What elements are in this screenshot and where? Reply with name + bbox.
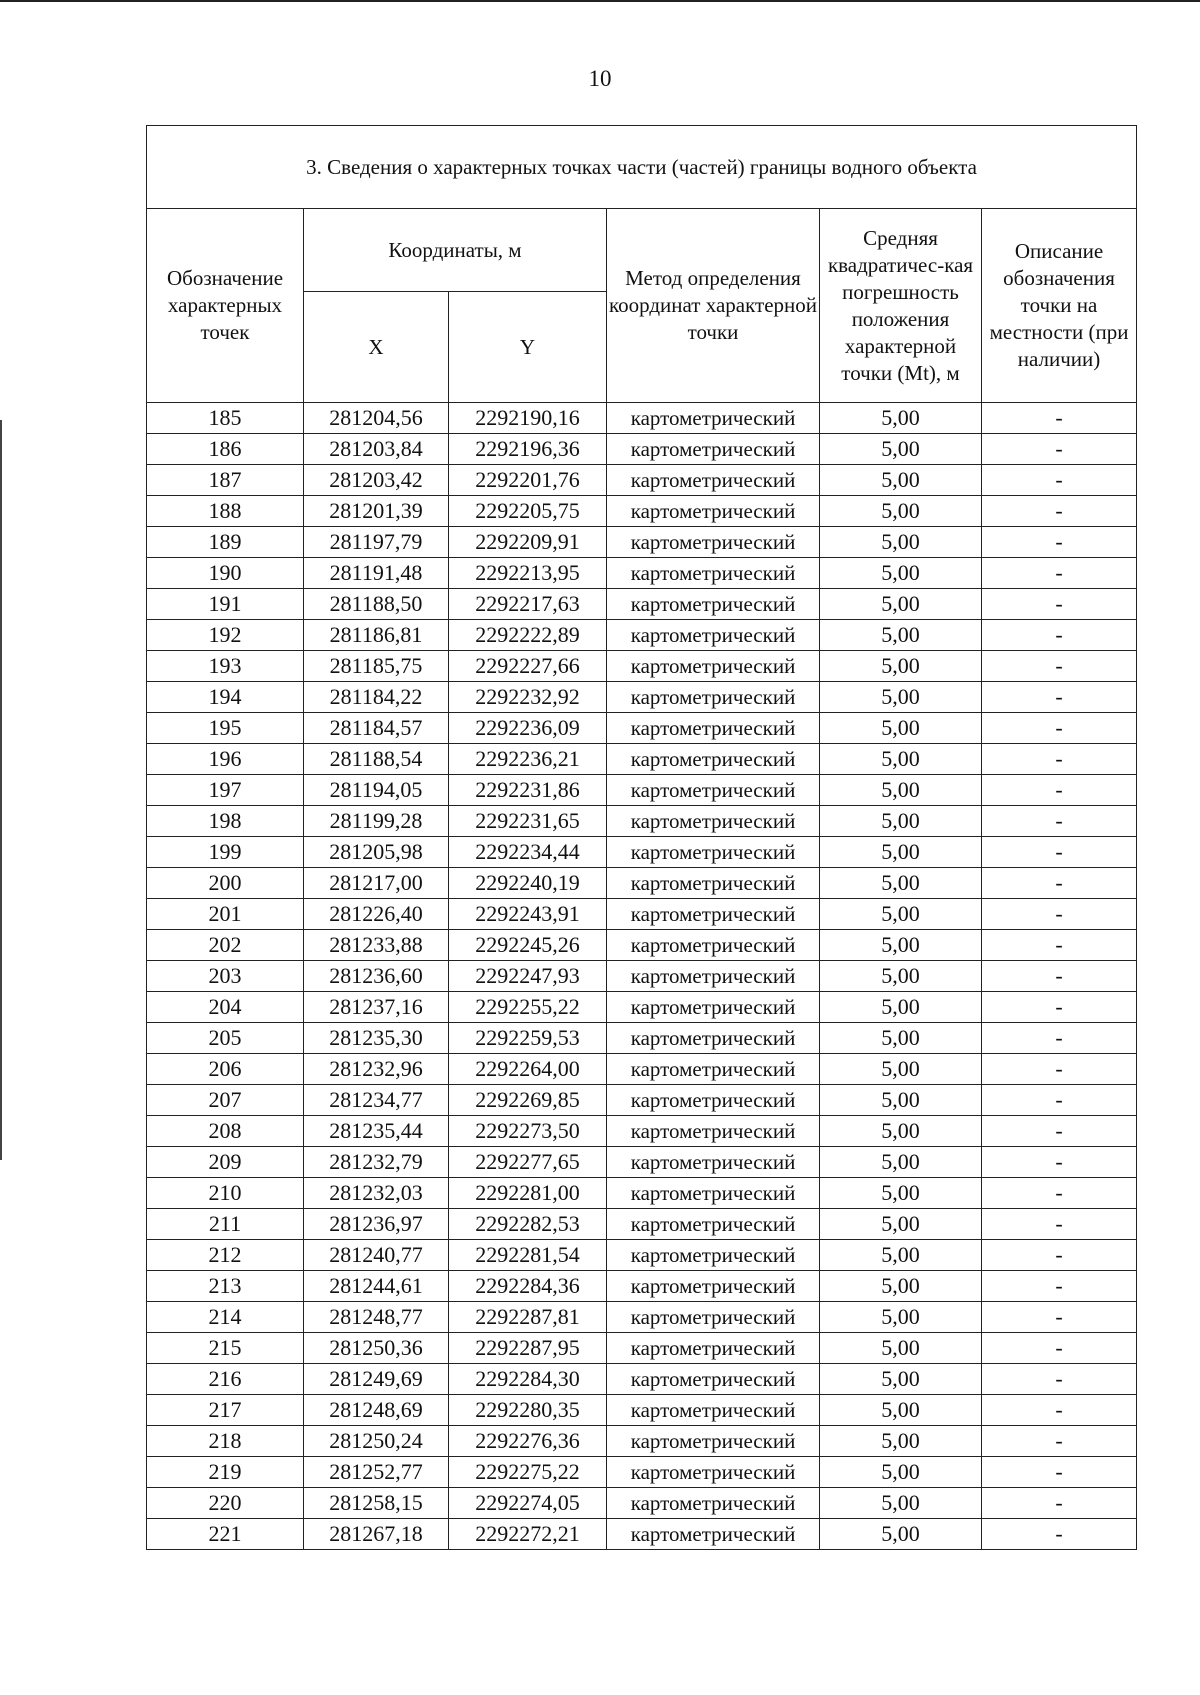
- description-cell: -: [982, 1395, 1137, 1426]
- description-cell: -: [982, 1147, 1137, 1178]
- accuracy-cell: 5,00: [820, 1333, 982, 1364]
- header-row-1: [147, 209, 1137, 292]
- point-number-cell: 221: [147, 1519, 304, 1550]
- method-cell: картометрический: [607, 930, 820, 961]
- point-number-cell: 189: [147, 527, 304, 558]
- table-row: [147, 682, 1137, 713]
- description-cell: -: [982, 1085, 1137, 1116]
- accuracy-cell: 5,00: [820, 992, 982, 1023]
- x-coordinate-cell: 281194,05: [304, 775, 449, 806]
- table-row: [147, 1333, 1137, 1364]
- description-cell: -: [982, 403, 1137, 434]
- table-row: [147, 1519, 1137, 1550]
- accuracy-cell: 5,00: [820, 496, 982, 527]
- method-cell: картометрический: [607, 806, 820, 837]
- y-coordinate-cell: 2292213,95: [449, 558, 607, 589]
- description-cell: -: [982, 527, 1137, 558]
- description-cell: -: [982, 465, 1137, 496]
- y-coordinate-cell: 2292196,36: [449, 434, 607, 465]
- accuracy-cell: 5,00: [820, 1240, 982, 1271]
- table-row: [147, 1147, 1137, 1178]
- description-cell: -: [982, 744, 1137, 775]
- accuracy-cell: 5,00: [820, 527, 982, 558]
- description-cell: -: [982, 1333, 1137, 1364]
- table-row: [147, 930, 1137, 961]
- point-number-cell: 205: [147, 1023, 304, 1054]
- x-coordinate-cell: 281240,77: [304, 1240, 449, 1271]
- x-coordinate-cell: 281201,39: [304, 496, 449, 527]
- scan-top-edge: [0, 0, 1200, 2]
- y-coordinate-cell: 2292276,36: [449, 1426, 607, 1457]
- table-row: [147, 1395, 1137, 1426]
- page-number: 10: [588, 66, 612, 91]
- y-coordinate-cell: 2292269,85: [449, 1085, 607, 1116]
- accuracy-cell: 5,00: [820, 1147, 982, 1178]
- method-cell: картометрический: [607, 496, 820, 527]
- y-coordinate-cell: 2292236,21: [449, 744, 607, 775]
- accuracy-cell: 5,00: [820, 837, 982, 868]
- accuracy-cell: 5,00: [820, 713, 982, 744]
- method-cell: картометрический: [607, 1178, 820, 1209]
- method-cell: картометрический: [607, 961, 820, 992]
- scan-left-edge: [0, 420, 2, 1160]
- description-cell: -: [982, 1302, 1137, 1333]
- y-coordinate-cell: 2292205,75: [449, 496, 607, 527]
- accuracy-cell: 5,00: [820, 930, 982, 961]
- x-coordinate-cell: 281252,77: [304, 1457, 449, 1488]
- x-coordinate-cell: 281184,22: [304, 682, 449, 713]
- y-coordinate-cell: 2292190,16: [449, 403, 607, 434]
- accuracy-cell: 5,00: [820, 1271, 982, 1302]
- table-row: [147, 465, 1137, 496]
- y-coordinate-cell: 2292236,09: [449, 713, 607, 744]
- y-coordinate-cell: 2292284,30: [449, 1364, 607, 1395]
- description-cell: -: [982, 1054, 1137, 1085]
- method-cell: картометрический: [607, 434, 820, 465]
- x-coordinate-cell: 281248,77: [304, 1302, 449, 1333]
- method-cell: картометрический: [607, 1364, 820, 1395]
- method-cell: картометрический: [607, 744, 820, 775]
- point-number-cell: 203: [147, 961, 304, 992]
- method-cell: картометрический: [607, 1271, 820, 1302]
- method-cell: картометрический: [607, 403, 820, 434]
- table-row: [147, 1054, 1137, 1085]
- table-row: [147, 1085, 1137, 1116]
- table-row: [147, 1240, 1137, 1271]
- table-row: [147, 403, 1137, 434]
- point-number-cell: 188: [147, 496, 304, 527]
- y-coordinate-cell: 2292201,76: [449, 465, 607, 496]
- y-coordinate-cell: 2292255,22: [449, 992, 607, 1023]
- x-coordinate-cell: 281249,69: [304, 1364, 449, 1395]
- method-cell: картометрический: [607, 589, 820, 620]
- description-cell: -: [982, 961, 1137, 992]
- x-coordinate-cell: 281250,24: [304, 1426, 449, 1457]
- x-coordinate-cell: 281205,98: [304, 837, 449, 868]
- x-coordinate-cell: 281267,18: [304, 1519, 449, 1550]
- x-coordinate-cell: 281248,69: [304, 1395, 449, 1426]
- point-number-cell: 218: [147, 1426, 304, 1457]
- point-number-cell: 197: [147, 775, 304, 806]
- table-title: 3. Сведения о характерных точках части (частей) границы водного объекта: [147, 126, 1137, 209]
- point-number-cell: 215: [147, 1333, 304, 1364]
- point-number-cell: 216: [147, 1364, 304, 1395]
- y-coordinate-cell: 2292259,53: [449, 1023, 607, 1054]
- y-coordinate-cell: 2292243,91: [449, 899, 607, 930]
- method-cell: картометрический: [607, 620, 820, 651]
- header-method: Метод определения координат характерной точки: [607, 209, 820, 403]
- header-accuracy: Средняя квадратичес-кая погрешность положения характерной точки (Mt), м: [820, 209, 982, 403]
- description-cell: -: [982, 620, 1137, 651]
- y-coordinate-cell: 2292264,00: [449, 1054, 607, 1085]
- method-cell: картометрический: [607, 713, 820, 744]
- table-row: [147, 1178, 1137, 1209]
- description-cell: -: [982, 837, 1137, 868]
- description-cell: -: [982, 1519, 1137, 1550]
- x-coordinate-cell: 281197,79: [304, 527, 449, 558]
- y-coordinate-cell: 2292287,95: [449, 1333, 607, 1364]
- table-row: [147, 620, 1137, 651]
- table-row: [147, 1116, 1137, 1147]
- point-number-cell: 211: [147, 1209, 304, 1240]
- point-number-cell: 186: [147, 434, 304, 465]
- x-coordinate-cell: 281236,60: [304, 961, 449, 992]
- accuracy-cell: 5,00: [820, 806, 982, 837]
- description-cell: -: [982, 1426, 1137, 1457]
- accuracy-cell: 5,00: [820, 1178, 982, 1209]
- table-row: [147, 1023, 1137, 1054]
- table-row: [147, 1302, 1137, 1333]
- x-coordinate-cell: 281191,48: [304, 558, 449, 589]
- accuracy-cell: 5,00: [820, 1519, 982, 1550]
- accuracy-cell: 5,00: [820, 682, 982, 713]
- accuracy-cell: 5,00: [820, 1209, 982, 1240]
- accuracy-cell: 5,00: [820, 1054, 982, 1085]
- method-cell: картометрический: [607, 1054, 820, 1085]
- table-row: [147, 837, 1137, 868]
- description-cell: -: [982, 930, 1137, 961]
- method-cell: картометрический: [607, 1240, 820, 1271]
- accuracy-cell: 5,00: [820, 589, 982, 620]
- method-cell: картометрический: [607, 1209, 820, 1240]
- point-number-cell: 202: [147, 930, 304, 961]
- method-cell: картометрический: [607, 651, 820, 682]
- point-number-cell: 187: [147, 465, 304, 496]
- description-cell: -: [982, 899, 1137, 930]
- x-coordinate-cell: 281235,30: [304, 1023, 449, 1054]
- point-number-cell: 196: [147, 744, 304, 775]
- description-cell: -: [982, 1209, 1137, 1240]
- description-cell: -: [982, 713, 1137, 744]
- point-number-cell: 191: [147, 589, 304, 620]
- x-coordinate-cell: 281217,00: [304, 868, 449, 899]
- table-title-row: [147, 126, 1137, 209]
- description-cell: -: [982, 682, 1137, 713]
- x-coordinate-cell: 281199,28: [304, 806, 449, 837]
- method-cell: картометрический: [607, 682, 820, 713]
- description-cell: -: [982, 1271, 1137, 1302]
- description-cell: -: [982, 1457, 1137, 1488]
- x-coordinate-cell: 281232,96: [304, 1054, 449, 1085]
- description-cell: -: [982, 1364, 1137, 1395]
- method-cell: картометрический: [607, 992, 820, 1023]
- table-row: [147, 651, 1137, 682]
- x-coordinate-cell: 281233,88: [304, 930, 449, 961]
- accuracy-cell: 5,00: [820, 465, 982, 496]
- description-cell: -: [982, 992, 1137, 1023]
- y-coordinate-cell: 2292222,89: [449, 620, 607, 651]
- x-coordinate-cell: 281203,42: [304, 465, 449, 496]
- x-coordinate-cell: 281184,57: [304, 713, 449, 744]
- table-row: [147, 744, 1137, 775]
- x-coordinate-cell: 281203,84: [304, 434, 449, 465]
- x-coordinate-cell: 281236,97: [304, 1209, 449, 1240]
- point-number-cell: 204: [147, 992, 304, 1023]
- point-number-cell: 210: [147, 1178, 304, 1209]
- point-number-cell: 195: [147, 713, 304, 744]
- method-cell: картометрический: [607, 1023, 820, 1054]
- accuracy-cell: 5,00: [820, 558, 982, 589]
- method-cell: картометрический: [607, 1488, 820, 1519]
- y-coordinate-cell: 2292231,86: [449, 775, 607, 806]
- table-row: [147, 775, 1137, 806]
- accuracy-cell: 5,00: [820, 1116, 982, 1147]
- table-row: [147, 1364, 1137, 1395]
- x-coordinate-cell: 281185,75: [304, 651, 449, 682]
- accuracy-cell: 5,00: [820, 775, 982, 806]
- description-cell: -: [982, 1488, 1137, 1519]
- method-cell: картометрический: [607, 1519, 820, 1550]
- accuracy-cell: 5,00: [820, 1426, 982, 1457]
- accuracy-cell: 5,00: [820, 403, 982, 434]
- y-coordinate-cell: 2292282,53: [449, 1209, 607, 1240]
- point-number-cell: 193: [147, 651, 304, 682]
- method-cell: картометрический: [607, 1302, 820, 1333]
- x-coordinate-cell: 281237,16: [304, 992, 449, 1023]
- table-row: [147, 434, 1137, 465]
- x-coordinate-cell: 281186,81: [304, 620, 449, 651]
- x-coordinate-cell: 281188,54: [304, 744, 449, 775]
- table-row: [147, 558, 1137, 589]
- accuracy-cell: 5,00: [820, 651, 982, 682]
- table-row: [147, 992, 1137, 1023]
- x-coordinate-cell: 281244,61: [304, 1271, 449, 1302]
- method-cell: картометрический: [607, 1116, 820, 1147]
- accuracy-cell: 5,00: [820, 434, 982, 465]
- point-number-cell: 199: [147, 837, 304, 868]
- y-coordinate-cell: 2292240,19: [449, 868, 607, 899]
- y-coordinate-cell: 2292234,44: [449, 837, 607, 868]
- table-row: [147, 713, 1137, 744]
- y-coordinate-cell: 2292287,81: [449, 1302, 607, 1333]
- method-cell: картометрический: [607, 527, 820, 558]
- x-coordinate-cell: 281232,03: [304, 1178, 449, 1209]
- x-coordinate-cell: 281258,15: [304, 1488, 449, 1519]
- method-cell: картометрический: [607, 1085, 820, 1116]
- x-coordinate-cell: 281204,56: [304, 403, 449, 434]
- table-row: [147, 1488, 1137, 1519]
- point-number-cell: 190: [147, 558, 304, 589]
- accuracy-cell: 5,00: [820, 1395, 982, 1426]
- accuracy-cell: 5,00: [820, 1302, 982, 1333]
- table-row: [147, 806, 1137, 837]
- accuracy-cell: 5,00: [820, 868, 982, 899]
- point-number-cell: 214: [147, 1302, 304, 1333]
- method-cell: картометрический: [607, 837, 820, 868]
- table-body: [147, 403, 1137, 1550]
- y-coordinate-cell: 2292281,00: [449, 1178, 607, 1209]
- table-row: [147, 1426, 1137, 1457]
- method-cell: картометрический: [607, 775, 820, 806]
- accuracy-cell: 5,00: [820, 899, 982, 930]
- point-number-cell: 213: [147, 1271, 304, 1302]
- method-cell: картометрический: [607, 1457, 820, 1488]
- table-row: [147, 961, 1137, 992]
- y-coordinate-cell: 2292281,54: [449, 1240, 607, 1271]
- method-cell: картометрический: [607, 558, 820, 589]
- y-coordinate-cell: 2292274,05: [449, 1488, 607, 1519]
- y-coordinate-cell: 2292273,50: [449, 1116, 607, 1147]
- x-coordinate-cell: 281250,36: [304, 1333, 449, 1364]
- point-number-cell: 207: [147, 1085, 304, 1116]
- description-cell: -: [982, 1178, 1137, 1209]
- method-cell: картометрический: [607, 1395, 820, 1426]
- description-cell: -: [982, 1240, 1137, 1271]
- y-coordinate-cell: 2292245,26: [449, 930, 607, 961]
- point-number-cell: 192: [147, 620, 304, 651]
- y-coordinate-cell: 2292231,65: [449, 806, 607, 837]
- accuracy-cell: 5,00: [820, 620, 982, 651]
- x-coordinate-cell: 281188,50: [304, 589, 449, 620]
- accuracy-cell: 5,00: [820, 1364, 982, 1395]
- description-cell: -: [982, 868, 1137, 899]
- description-cell: -: [982, 589, 1137, 620]
- method-cell: картометрический: [607, 1147, 820, 1178]
- y-coordinate-cell: 2292227,66: [449, 651, 607, 682]
- point-number-cell: 206: [147, 1054, 304, 1085]
- point-number-cell: 185: [147, 403, 304, 434]
- table-row: [147, 527, 1137, 558]
- table-row: [147, 1457, 1137, 1488]
- point-number-cell: 209: [147, 1147, 304, 1178]
- accuracy-cell: 5,00: [820, 961, 982, 992]
- method-cell: картометрический: [607, 899, 820, 930]
- point-number-cell: 217: [147, 1395, 304, 1426]
- accuracy-cell: 5,00: [820, 1488, 982, 1519]
- table-row: [147, 899, 1137, 930]
- y-coordinate-cell: 2292275,22: [449, 1457, 607, 1488]
- method-cell: картометрический: [607, 1426, 820, 1457]
- y-coordinate-cell: 2292217,63: [449, 589, 607, 620]
- y-coordinate-cell: 2292272,21: [449, 1519, 607, 1550]
- y-coordinate-cell: 2292284,36: [449, 1271, 607, 1302]
- description-cell: -: [982, 806, 1137, 837]
- header-coordinates: Координаты, м: [304, 209, 607, 292]
- y-coordinate-cell: 2292247,93: [449, 961, 607, 992]
- x-coordinate-cell: 281234,77: [304, 1085, 449, 1116]
- description-cell: -: [982, 1116, 1137, 1147]
- header-y: Y: [449, 292, 607, 403]
- point-number-cell: 219: [147, 1457, 304, 1488]
- method-cell: картометрический: [607, 868, 820, 899]
- y-coordinate-cell: 2292209,91: [449, 527, 607, 558]
- description-cell: -: [982, 775, 1137, 806]
- y-coordinate-cell: 2292277,65: [449, 1147, 607, 1178]
- description-cell: -: [982, 558, 1137, 589]
- description-cell: -: [982, 651, 1137, 682]
- table-row: [147, 1271, 1137, 1302]
- boundary-points-table: [146, 125, 1137, 1550]
- description-cell: -: [982, 1023, 1137, 1054]
- point-number-cell: 208: [147, 1116, 304, 1147]
- y-coordinate-cell: 2292232,92: [449, 682, 607, 713]
- point-number-cell: 201: [147, 899, 304, 930]
- point-number-cell: 200: [147, 868, 304, 899]
- method-cell: картометрический: [607, 1333, 820, 1364]
- point-number-cell: 212: [147, 1240, 304, 1271]
- header-description: Описание обозначения точки на местности (при наличии): [982, 209, 1137, 403]
- accuracy-cell: 5,00: [820, 1085, 982, 1116]
- point-number-cell: 194: [147, 682, 304, 713]
- x-coordinate-cell: 281232,79: [304, 1147, 449, 1178]
- method-cell: картометрический: [607, 465, 820, 496]
- table-row: [147, 868, 1137, 899]
- table-row: [147, 589, 1137, 620]
- accuracy-cell: 5,00: [820, 1023, 982, 1054]
- x-coordinate-cell: 281226,40: [304, 899, 449, 930]
- header-x: X: [304, 292, 449, 403]
- description-cell: -: [982, 496, 1137, 527]
- point-number-cell: 198: [147, 806, 304, 837]
- x-coordinate-cell: 281235,44: [304, 1116, 449, 1147]
- accuracy-cell: 5,00: [820, 744, 982, 775]
- table-row: [147, 1209, 1137, 1240]
- point-number-cell: 220: [147, 1488, 304, 1519]
- y-coordinate-cell: 2292280,35: [449, 1395, 607, 1426]
- description-cell: -: [982, 434, 1137, 465]
- accuracy-cell: 5,00: [820, 1457, 982, 1488]
- table-row: [147, 496, 1137, 527]
- header-designation: Обозначение характерных точек: [147, 209, 304, 403]
